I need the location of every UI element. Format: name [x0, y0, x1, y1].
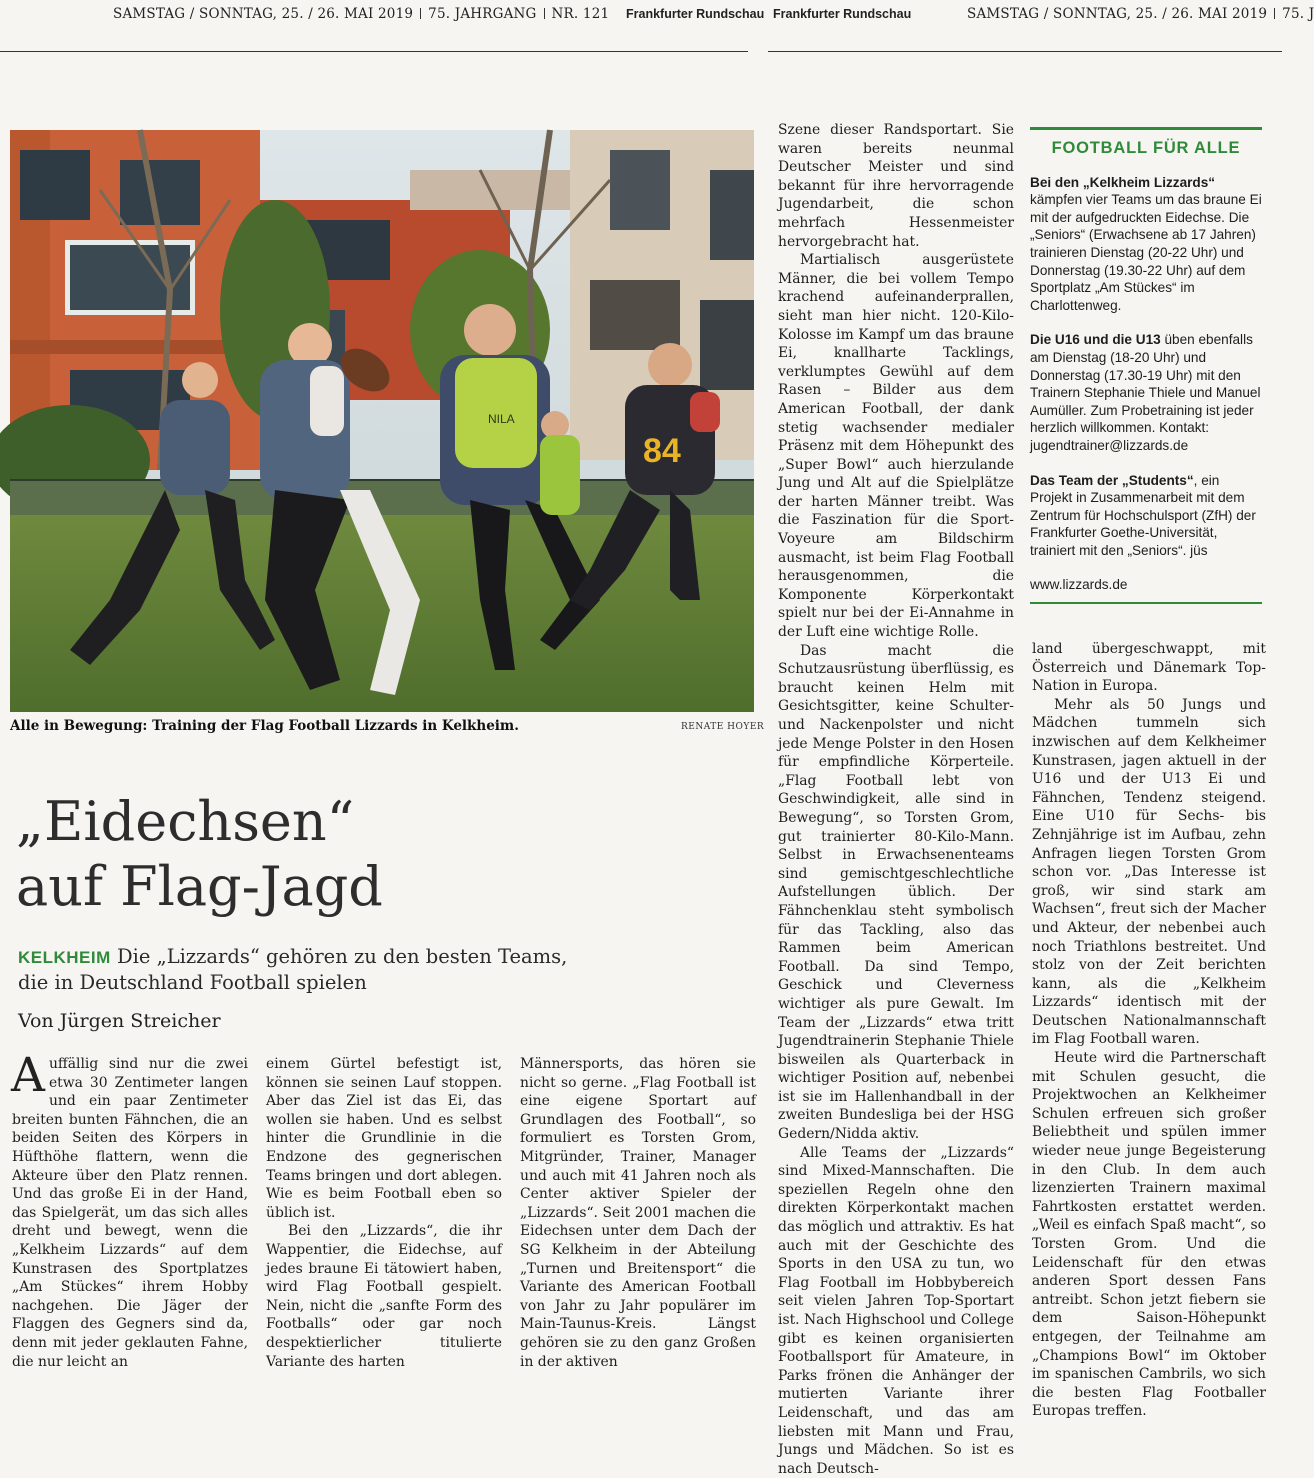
info-box-text: , ein Projekt in Zusammenarbeit mit dem Zentrum für Hochschulsport (ZfH) der Frankfurter Goethe-Universität, trainiert mit den „Seniors“. jüs — [1030, 472, 1256, 558]
jersey-number: 84 — [643, 432, 681, 470]
paragraph-text: uffällig sind nur die zwei etwa 30 Zentimeter langen und ein paar Zentimeter breiten bunten Fähnchen, die an beiden Seiten des Körpers in Hüfthöhe flattern, wenn die Akteure über den Platz rennen. Und das große Ei in der Hand, das Spielgerät, um das sich alles dreht und bewegt, wenn die „Kelkheim Lizzards“ auf dem Kunstrasen des Sportplatzes „Am Stückes“ ihrem Hobby nachgehen. Die Jäger der Flaggen des Gegners sind da, denn mit jeder geklauten Fahne, die nur leicht an — [12, 1056, 248, 1370]
subline-text-2: die in Deutschland Football spielen — [18, 970, 367, 994]
paragraph: Bei den „Lizzards“, die ihr Wappentier, die Eidechse, auf jedes braune Ei tätowiert haben, wird Flag Football gespielt. Nein, nicht die „sanfte Form des Footballs“ oder gar noch despektierlicher titulierte Variante des harten — [266, 1223, 502, 1370]
info-box-lead: Das Team der „Students“ — [1030, 472, 1194, 488]
body-column-2 — [266, 1055, 502, 1371]
paragraph: Männersports, das hören sie nicht so gerne. „Flag Football ist eine eigene Sportart auf Grundlagen des Football“, so formuliert es Torsten Grom, Mitgründer, Trainer, Manager und auch mit 41 Jahren noch als Center aktiver Spieler der „Lizzards“. Seit 2001 machen die Eidechsen unter dem Dach der SG Kelkheim in der Abteilung „Turnen und Breitensport“ die Variante des American Football von Jahr zu Jahr populärer im Main-Taunus-Kreis. Längst gehören sie zu den ganz Großen in der aktiven — [520, 1056, 756, 1370]
body-column-1 — [11, 1048, 248, 1371]
headline-line-2: auf Flag-Jagd — [16, 854, 383, 918]
subline-text-1: Die „Lizzards“ gehören zu den besten Teams, — [116, 945, 568, 968]
masthead-rule-left — [0, 51, 748, 52]
masthead-date: SAMSTAG / SONNTAG, 25. / 26. MAI 2019 — [113, 6, 414, 22]
info-box-paragraph — [1030, 472, 1262, 560]
info-box-paragraph — [1030, 331, 1262, 454]
paragraph: Heute wird die Partnerschaft mit Schulen gesucht, die Projektwochen an Kelkheimer Schulen erfreuen sich großer Beliebtheit und spülen immer wieder neue junge Begeisterung in den Club. In dem auch lizenzierten Trainern maximal Fahrtkosten erstattet werden. „Weil es einfach Spaß macht“, so Torsten Grom. Und die Leidenschaft für den etwas anderen Sport dessen Fans antreibt. Schon jetzt fiebern sie dem Saison-Höhepunkt entgegen, der Teilnahme am „Champions Bowl“ im Oktober im spanischen Cambrils, wo sich die besten Flag Footballer Europas treffen. — [1032, 1050, 1266, 1420]
info-box-text: üben ebenfalls am Dienstag (18-20 Uhr) und Donnerstag (17.30-19 Uhr) mit den Trainern Stephanie Thiele und Manuel Aumüller. Zum Probetraining ist jeder herzlich willkommen. Kontakt: jugendtrainer@lizzards.de — [1030, 332, 1261, 453]
masthead-left — [113, 6, 609, 22]
article-photo — [10, 130, 754, 712]
headline-line-1: „Eidechsen“ — [16, 790, 355, 853]
subline — [18, 944, 758, 996]
paragraph: Martialisch ausgerüstete Männer, die bei vollem Tempo krachend aufeinanderprallen, sieht man hier nicht. 120-Kilo-Kolosse im Kampf um das braune Ei, knallharte Tacklings, verklumptes Gewühl auf dem Rasen – Bilder aus dem American Football, der dank stetig wachsender medialer Präsenz mit dem Höhepunkt des „Super Bowl“ auch hierzulande Jung und Alt auf die Spielplätze der harten Männer treibt. Was die Faszination für die Sport-Voyeure am Bildschirm ausmacht, ist beim Flag Football herausgenommen, die Komponente Körperkontakt spielt nur bei der Ei-Annahme in der Luft eine wichtige Rolle. — [778, 252, 1014, 641]
photo-caption: Alle in Bewegung: Training der Flag Football Lizzards in Kelkheim. — [10, 718, 519, 734]
paragraph: Szene dieser Randsportart. Sie waren bereits neunmal Deutscher Meister und sind bekannt für ihre hervorragende Jugendarbeit, die schon mehrfach Hessenmeister hervorgebracht hat. — [778, 122, 1014, 250]
paragraph: Das macht die Schutzausrüstung überflüssig, es braucht keinen Helm mit Gesichtsgitter, keine Schulter- und Nackenpolster und nicht jede Menge Polster in den Hosen für empfindliche Körperteile. „Flag Football lebt von Geschwindigkeit, alle sind in Bewegung“, so Torsten Grom, gut trainierter 80-Kilo-Mann. Selbst in Erwachsenenteams sind gemischtgeschlechtliche Aufstellungen üblich. Der Fähnchenklau steht symbolisch für das Tackling, also das Rammen beim American Football. Da sind Tempo, Geschick und Cleverness wichtiger als pure Gewalt. Im Team der „Lizzards“ etwa tritt Jugendtrainerin Stephanie Thiele bisweilen als Quarterback in wichtiger Position auf, nebenbei ist sie im Hallenhandball in der zweiten Bundesliga bei der HSG Gedern/Nidda aktiv. — [778, 642, 1014, 1143]
masthead-jahrgang: 75. JAHRGANG — [428, 6, 537, 22]
paragraph: land übergeschwappt, mit Österreich und Dänemark Top-Nation in Europa. — [1032, 641, 1266, 695]
paragraph: Alle Teams der „Lizzards“ sind Mixed-Mannschaften. Die speziellen Regeln ohne den direkten Körperkontakt machen das möglich und attraktiv. Es hat auch mit der Geschichte des Sports in den USA zu tun, wo Flag Football im Hobbybereich seit vielen Jahren Top-Sportart ist. Nach Highschool und College gibt es keinen organisierten Footballsport für Amateure, in Parks frönen die Anhänger der mutierten Variante ihrer Leidenschaft, und das am liebsten mit Mann und Frau, Jungs und Mädchen. So ist es nach Deutsch- — [778, 1144, 1014, 1477]
body-column-3 — [520, 1055, 756, 1371]
info-box-paragraph — [1030, 174, 1262, 315]
body-column-4 — [778, 121, 1014, 1478]
info-box-bottom-rule — [1030, 602, 1262, 604]
info-box — [1030, 127, 1262, 604]
info-box-lead: Bei den „Kelkheim Lizzards“ — [1030, 174, 1216, 190]
masthead-issue-number: NR. 121 — [551, 6, 610, 22]
kicker-location: KELKHEIM — [18, 948, 111, 967]
info-box-title: FOOTBALL FÜR ALLE — [1051, 139, 1241, 157]
vest-lettering: NILA — [488, 412, 515, 426]
masthead-paper-left: Frankfurter Rundschau — [626, 7, 765, 21]
info-box-lead: Die U16 und die U13 — [1030, 332, 1161, 348]
masthead-date-right: SAMSTAG / SONNTAG, 25. / 26. MAI 2019 — [967, 6, 1268, 22]
body-column-5 — [1032, 640, 1266, 1421]
photo-credit: RENATE HOYER — [681, 722, 765, 732]
paragraph: einem Gürtel befestigt ist, können sie seinen Lauf stoppen. Aber das Ziel ist das Ei, das wollen sie haben. Und es selbst hinter die Grundlinie in die Endzone des gegnerischen Teams bringen und dort ablegen. Wie es beim Football eben so üblich ist. — [266, 1056, 502, 1221]
paragraph — [11, 1048, 248, 1371]
paragraph: Mehr als 50 Jungs und Mädchen tummeln sich inzwischen auf dem Kelkheimer Kunstrasen, jagen aktuell in der U16 und der U13 Ei und Fähnchen, Tendenz steigend. Eine U10 für Sechs- bis Zehnjährige ist im Aufbau, zehn Anfragen liegen Torsten Grom schon vor. „Das Interesse ist groß, wir sind stark am Wachsen“, freut sich der Macher und Akteur, der nebenbei auch noch Triathlons bestreitet. Und stolz von der Zeit berichten kann, als die „Kelkheim Lizzards“ identisch mit der Deutschen Nationalmannschaft im Flag Football waren. — [1032, 696, 1266, 1048]
masthead-paper-right: Frankfurter Rundschau — [773, 7, 912, 21]
dropcap: A — [11, 1048, 45, 1103]
masthead-right — [967, 6, 1314, 22]
headline — [16, 790, 756, 920]
info-box-text: kämpfen vier Teams um das braune Ei mit der aufgedruckten Eidechse. Die „Seniors“ (Erwachsene ab 17 Jahren) trainieren Dienstag (20-22 Uhr) und Donnerstag (19.30-22 Uhr) auf dem Sportplatz „Am Stückes“ im Charlottenweg. — [1030, 192, 1262, 313]
masthead-jahrgang-right: 75. J — [1282, 6, 1314, 22]
byline: Von Jürgen Streicher — [18, 1010, 221, 1032]
info-box-url[interactable]: www.lizzards.de — [1030, 577, 1128, 593]
info-box-top-rule — [1030, 127, 1262, 130]
masthead-rule-right — [768, 51, 1282, 52]
